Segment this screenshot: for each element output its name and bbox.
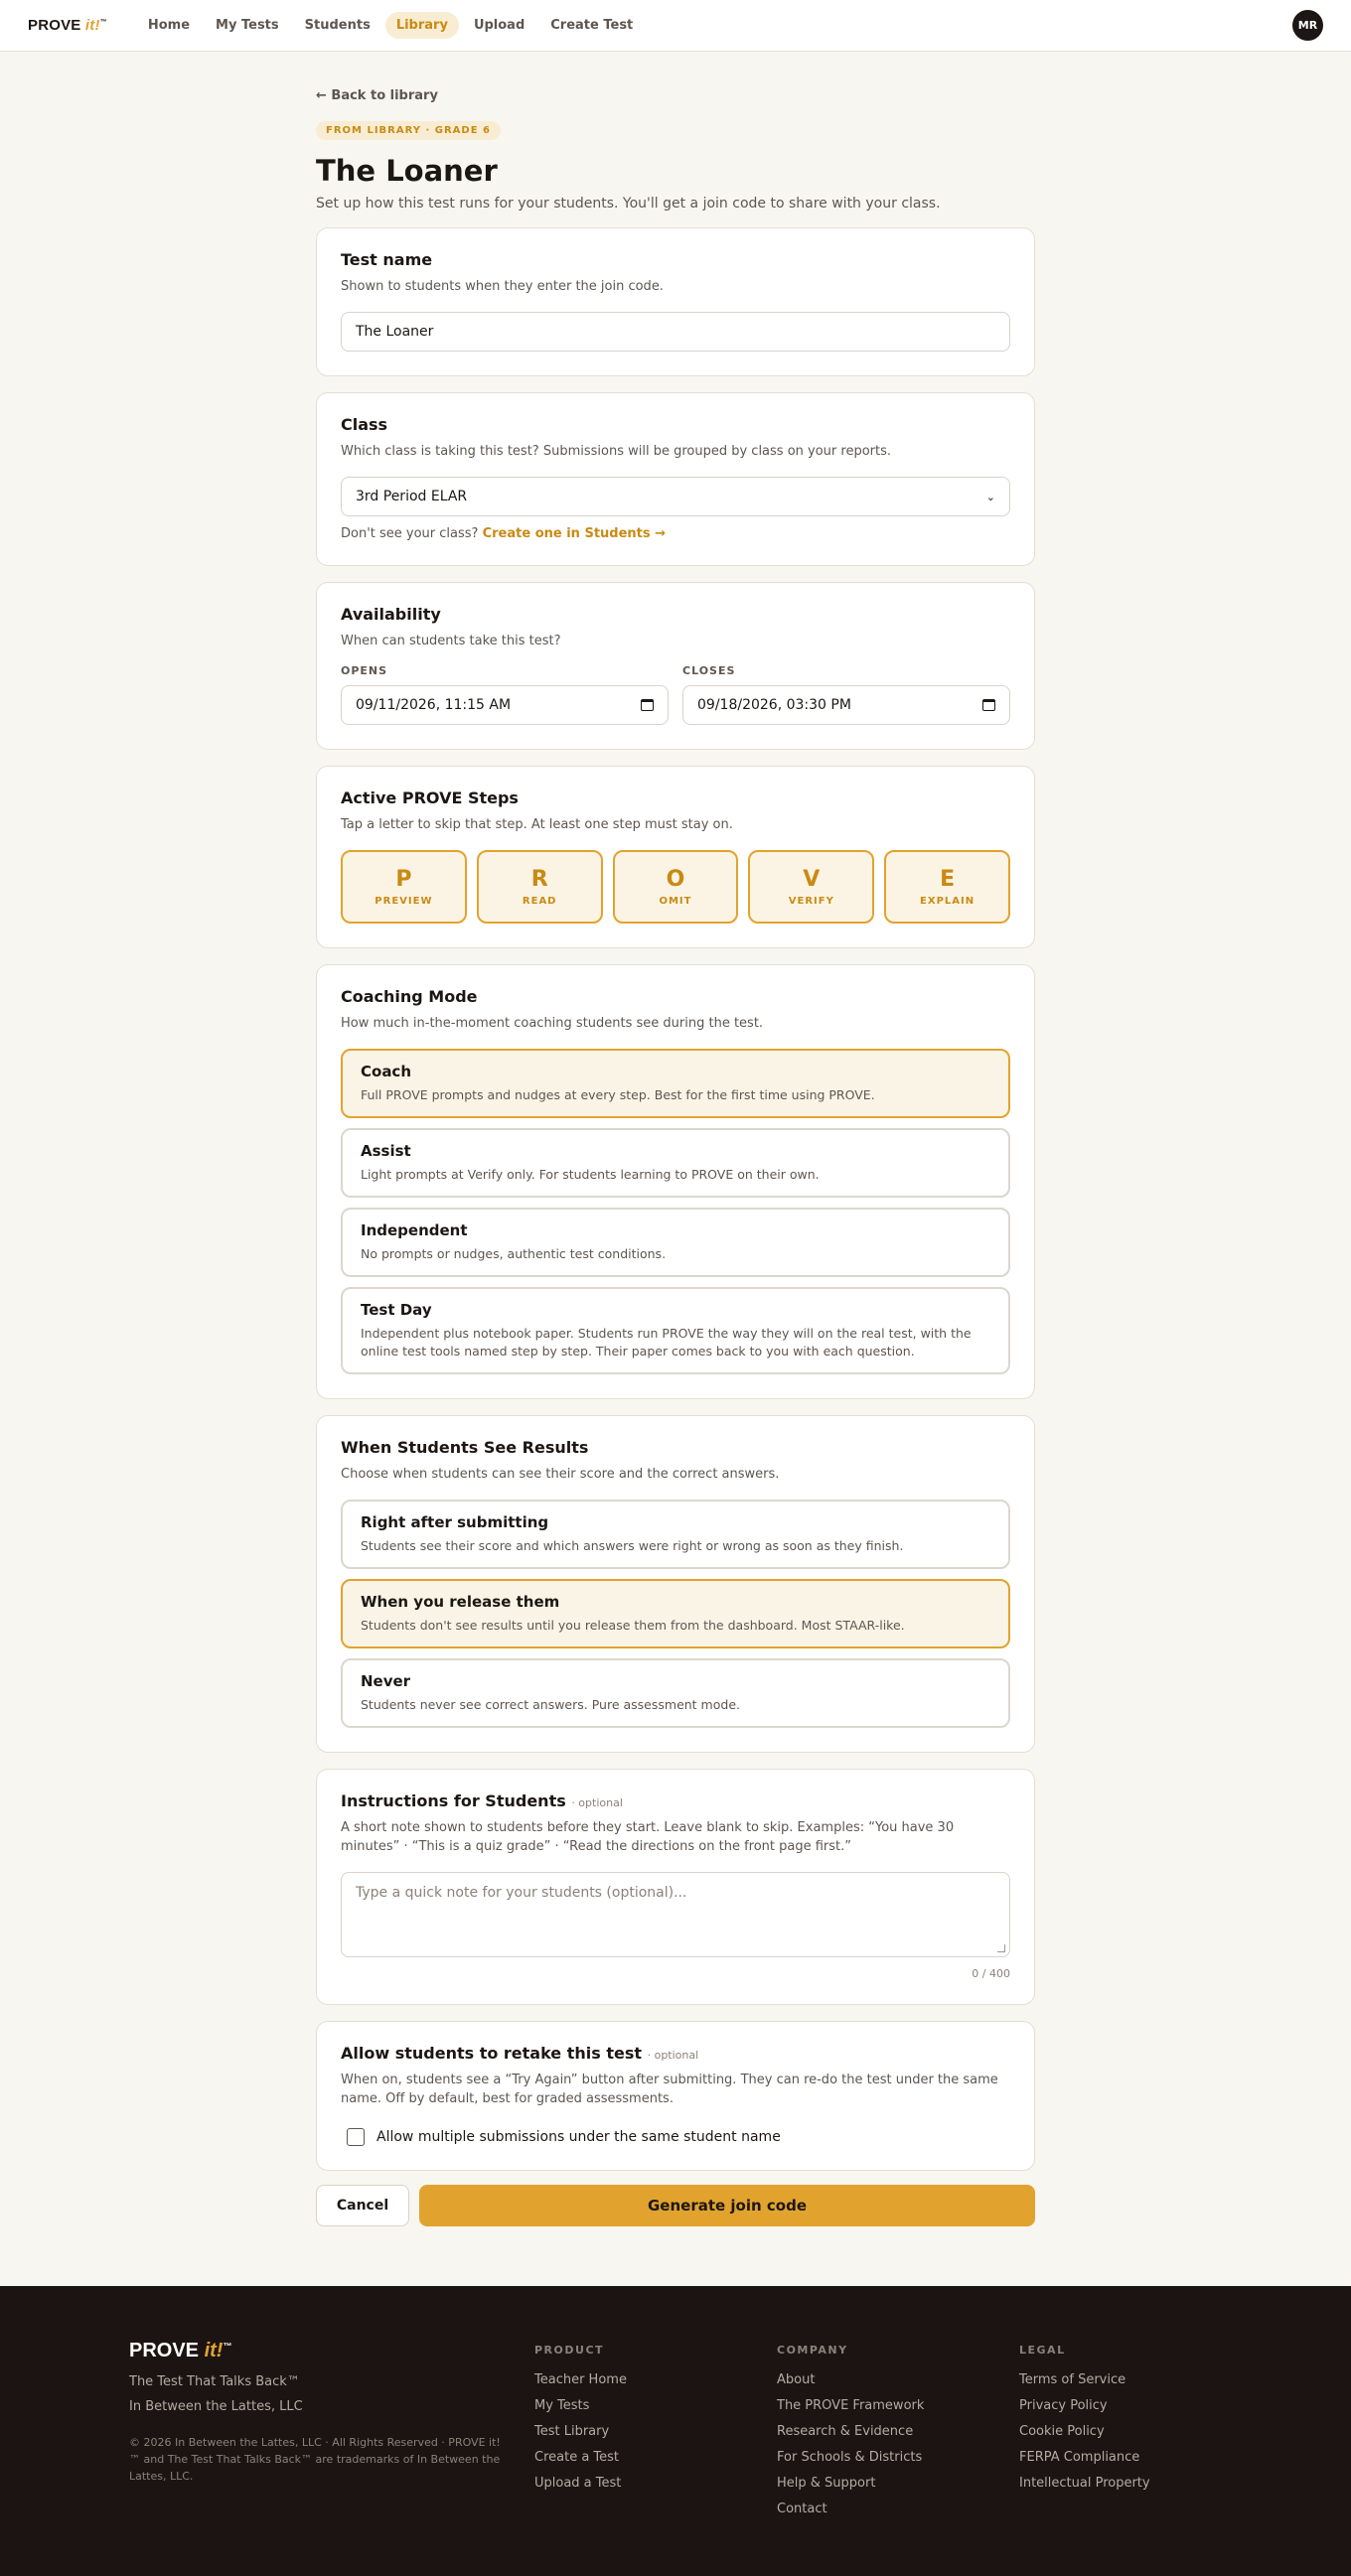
class-select-value: 3rd Period ELAR <box>356 489 468 504</box>
source-badge: FROM LIBRARY · GRADE 6 <box>316 121 501 140</box>
retake-checkbox-label[interactable]: Allow multiple submissions under the same student name <box>376 2129 781 2145</box>
calendar-icon[interactable] <box>982 699 995 711</box>
results-desc: Choose when students can see their score and the correct answers. <box>341 1467 780 1482</box>
step-read[interactable] <box>477 850 603 924</box>
footer-link[interactable]: Terms of Service <box>1019 2372 1126 2387</box>
opens-field <box>341 664 669 725</box>
logo-tm: ™ <box>99 19 107 26</box>
option-title: Never <box>361 1672 411 1690</box>
class-helper <box>341 526 1010 541</box>
option-desc: Independent plus notebook paper. Students run PROVE the way they will on the real test, with the online test tools named step by step. Their paper comes back to you with each question. <box>361 1326 972 1359</box>
coaching-desc: How much in-the-moment coaching students see during the test. <box>341 1016 764 1031</box>
opens-label: OPENS <box>341 664 388 677</box>
step-word: EXPLAIN <box>920 896 976 907</box>
results-card <box>316 1415 1035 1753</box>
class-helper-text: Don't see your class? <box>341 526 479 541</box>
step-word: PREVIEW <box>375 896 433 907</box>
date-row <box>341 664 1010 725</box>
class-desc: Which class is taking this test? Submissions will be grouped by class on your reports. <box>341 444 891 459</box>
retake-title: Allow students to retake this test <box>341 2044 643 2063</box>
availability-card <box>316 582 1035 750</box>
steps-desc: Tap a letter to skip that step. At least one step must stay on. <box>341 817 733 832</box>
step-preview[interactable] <box>341 850 467 924</box>
footer-col-legal <box>1019 2340 1262 2536</box>
footer-logo[interactable] <box>129 2340 534 2362</box>
footer-link[interactable]: Help & Support <box>777 2476 876 2491</box>
instructions-title: Instructions for Students <box>341 1791 566 1810</box>
coaching-option-independent[interactable] <box>341 1208 1010 1277</box>
back-to-library-link[interactable]: ← Back to library <box>316 88 438 103</box>
nav-home[interactable]: Home <box>147 18 191 33</box>
footer-col-product <box>534 2340 777 2536</box>
page-subtitle: Set up how this test runs for your students. You'll get a join code to share with your class. <box>316 196 941 212</box>
footer-copyright: © 2026 In Between the Lattes, LLC · All Rights Reserved · PROVE it!™ and The Test That Talks Back™ are trademarks of In Between the Lattes, LLC. <box>129 2436 501 2483</box>
results-option-after-submit[interactable] <box>341 1500 1010 1569</box>
step-letter: E <box>940 867 956 892</box>
option-desc: No prompts or nudges, authentic test conditions. <box>361 1246 667 1261</box>
footer-link[interactable]: Upload a Test <box>534 2476 622 2491</box>
footer-col-company <box>777 2340 1019 2536</box>
opens-input[interactable] <box>341 685 669 725</box>
char-counter: 0 / 400 <box>972 1967 1010 1980</box>
user-avatar[interactable]: MR <box>1292 10 1323 41</box>
footer-tagline: The Test That Talks Back™ <box>129 2374 300 2389</box>
step-verify[interactable] <box>748 850 874 924</box>
footer-company: In Between the Lattes, LLC <box>129 2399 303 2414</box>
option-title: When you release them <box>361 1593 560 1611</box>
step-word: OMIT <box>659 896 692 907</box>
footer-link[interactable]: Test Library <box>534 2424 610 2439</box>
coaching-option-assist[interactable] <box>341 1128 1010 1198</box>
optional-tag: · optional <box>571 1796 623 1809</box>
coaching-options <box>341 1049 1010 1374</box>
option-title: Independent <box>361 1221 468 1239</box>
option-title: Assist <box>361 1142 411 1160</box>
logo-text: PROVE <box>28 17 81 34</box>
nav-students[interactable]: Students <box>304 18 371 33</box>
results-option-never[interactable] <box>341 1658 1010 1728</box>
footer-link[interactable]: Contact <box>777 2502 827 2516</box>
class-heading: Class <box>341 415 388 434</box>
nav-upload[interactable]: Upload <box>473 18 525 33</box>
footer-link[interactable]: Research & Evidence <box>777 2424 914 2439</box>
step-word: READ <box>522 896 557 907</box>
opens-value: 09/11/2026, 11:15 AM <box>356 697 512 713</box>
option-desc: Students see their score and which answers were right or wrong as soon as they finish. <box>361 1538 904 1553</box>
top-nav <box>0 0 1351 52</box>
coaching-option-test-day[interactable] <box>341 1287 1010 1374</box>
optional-tag: · optional <box>647 2049 699 2062</box>
instructions-textarea[interactable] <box>341 1872 1010 1957</box>
step-omit[interactable] <box>613 850 739 924</box>
step-letter: R <box>530 867 548 892</box>
retake-heading <box>341 2044 1010 2063</box>
footer-logo-tm: ™ <box>223 2341 232 2352</box>
footer-heading: COMPANY <box>777 2344 848 2357</box>
test-name-desc: Shown to students when they enter the join code. <box>341 279 664 294</box>
footer-link[interactable]: FERPA Compliance <box>1019 2450 1140 2465</box>
coaching-card <box>316 964 1035 1399</box>
test-name-card <box>316 227 1035 376</box>
retake-card <box>316 2021 1035 2171</box>
footer-link[interactable]: Privacy Policy <box>1019 2398 1108 2413</box>
footer-link[interactable]: Cookie Policy <box>1019 2424 1105 2439</box>
create-class-link[interactable]: Create one in Students → <box>482 526 667 541</box>
nav-create-test[interactable]: Create Test <box>550 18 634 33</box>
calendar-icon[interactable] <box>641 699 654 711</box>
instructions-card <box>316 1769 1035 2005</box>
retake-checkbox-row[interactable] <box>341 2128 1010 2146</box>
form-actions <box>316 2185 1035 2226</box>
main-content <box>316 52 1035 2286</box>
coaching-heading: Coaching Mode <box>341 987 478 1006</box>
footer-link[interactable]: Teacher Home <box>534 2372 627 2387</box>
nav-my-tests[interactable]: My Tests <box>216 18 279 33</box>
step-letter: V <box>803 867 821 892</box>
cancel-button[interactable]: Cancel <box>316 2185 409 2226</box>
option-title: Right after submitting <box>361 1513 549 1531</box>
test-name-input[interactable]: The Loaner <box>341 312 1010 352</box>
class-select[interactable] <box>341 477 1010 516</box>
test-name-heading: Test name <box>341 250 433 269</box>
nav-library[interactable]: Library <box>385 12 459 39</box>
retake-desc: When on, students see a “Try Again” button after submitting. They can re-do the test under the same name. Off by default, best for graded assessments. <box>341 2073 998 2106</box>
instructions-desc: A short note shown to students before they start. Leave blank to skip. Examples: “You have 30 minutes” · “This is a quiz grade” · “Read the directions on the front page first.” <box>341 1820 955 1854</box>
option-title: Test Day <box>361 1301 432 1319</box>
steps-heading: Active PROVE Steps <box>341 788 519 807</box>
steps-row <box>341 850 1010 924</box>
footer-brand <box>129 2340 534 2536</box>
footer-link[interactable]: For Schools & Districts <box>777 2450 923 2465</box>
coaching-option-coach[interactable] <box>341 1049 1010 1118</box>
instructions-heading <box>341 1791 1010 1810</box>
logo-it: it! <box>84 17 100 34</box>
results-option-on-release[interactable] <box>341 1579 1010 1648</box>
footer-link[interactable]: My Tests <box>534 2398 590 2413</box>
option-desc: Full PROVE prompts and nudges at every step. Best for the first time using PROVE. <box>361 1087 875 1102</box>
textarea-placeholder: Type a quick note for your students (optional)... <box>356 1885 687 1901</box>
availability-desc: When can students take this test? <box>341 634 561 648</box>
step-word: VERIFY <box>788 896 834 907</box>
resize-handle-icon[interactable] <box>997 1944 1005 1952</box>
footer-link[interactable]: About <box>777 2372 816 2387</box>
footer-logo-text: PROVE <box>129 2340 200 2361</box>
step-explain[interactable] <box>884 850 1010 924</box>
option-desc: Students don't see results until you release them from the dashboard. Most STAAR-like. <box>361 1618 905 1633</box>
results-heading: When Students See Results <box>341 1438 589 1457</box>
closes-input[interactable] <box>682 685 1010 725</box>
closes-field <box>682 664 1010 725</box>
footer-heading: PRODUCT <box>534 2344 605 2357</box>
logo[interactable] <box>28 17 107 34</box>
footer-link[interactable]: Create a Test <box>534 2450 620 2465</box>
closes-label: CLOSES <box>682 664 736 677</box>
page-title: The Loaner <box>316 154 498 188</box>
option-title: Coach <box>361 1063 412 1080</box>
nav-links <box>137 12 644 39</box>
generate-join-code-button[interactable]: Generate join code <box>419 2185 1035 2226</box>
footer-link[interactable]: Intellectual Property <box>1019 2476 1150 2491</box>
class-card <box>316 392 1035 566</box>
footer-logo-it: it! <box>204 2340 224 2361</box>
option-desc: Light prompts at Verify only. For students learning to PROVE on their own. <box>361 1167 820 1182</box>
availability-heading: Availability <box>341 605 441 624</box>
footer-heading: LEGAL <box>1019 2344 1066 2357</box>
step-letter: P <box>395 867 412 892</box>
closes-value: 09/18/2026, 03:30 PM <box>697 697 851 713</box>
footer-link[interactable]: The PROVE Framework <box>777 2398 925 2413</box>
chevron-down-icon: ⌄ <box>985 490 995 503</box>
option-desc: Students never see correct answers. Pure assessment mode. <box>361 1697 740 1712</box>
results-options <box>341 1500 1010 1728</box>
steps-card <box>316 766 1035 948</box>
step-letter: O <box>666 867 685 892</box>
site-footer <box>0 2286 1351 2576</box>
retake-checkbox[interactable] <box>347 2128 365 2146</box>
